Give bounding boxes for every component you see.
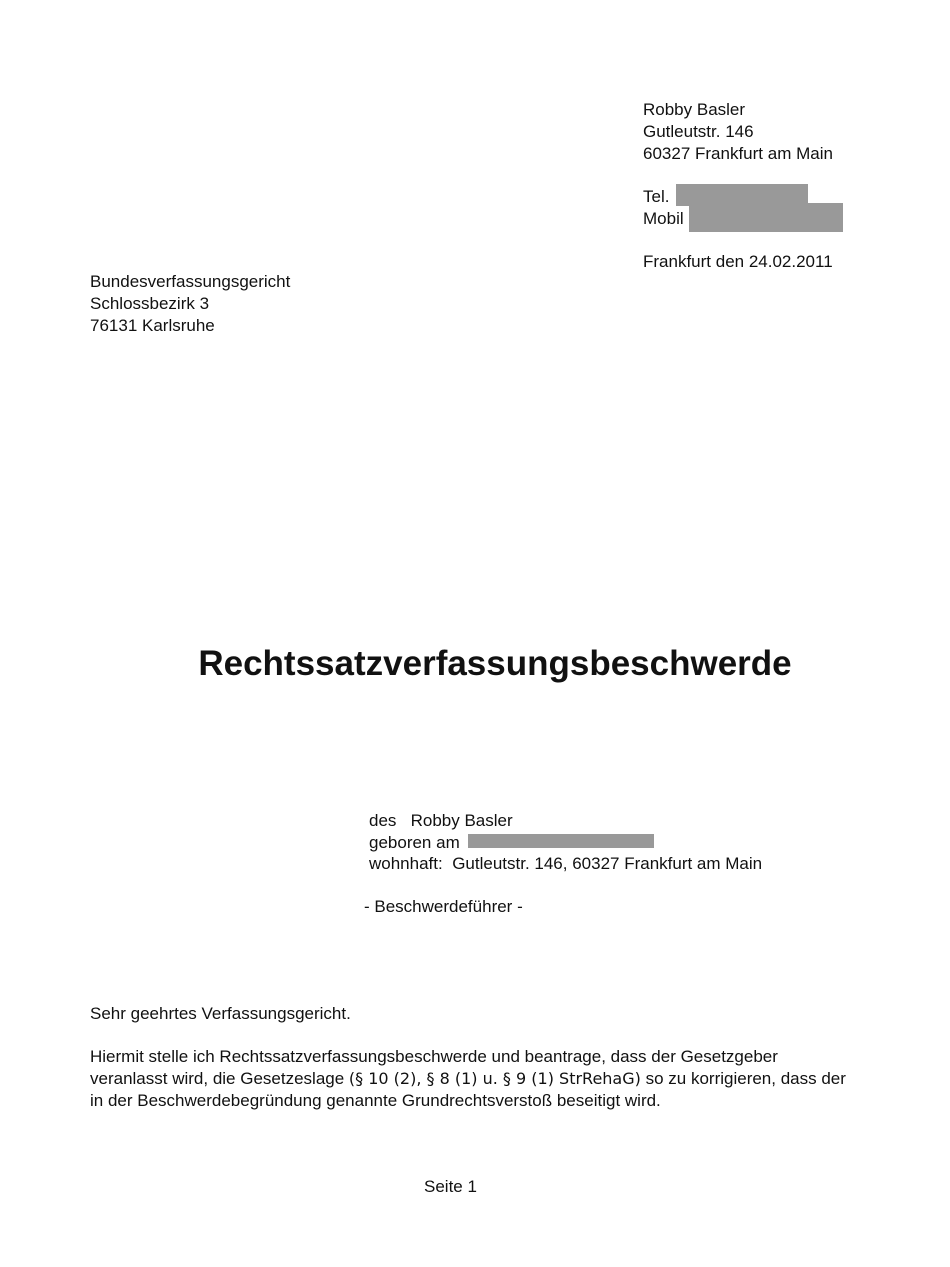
residence-line	[369, 853, 762, 875]
sender-city: 60327 Frankfurt am Main	[643, 144, 833, 163]
law-reference: (§ 10 (2), § 8 (1) u. § 9 (1) StrRehaG)	[348, 1069, 641, 1088]
page-number: Seite 1	[424, 1177, 477, 1196]
body-line-1: Hiermit stelle ich Rechtssatzverfassungsbeschwerde und beantrage, dass der Gesetzgeber	[90, 1047, 778, 1066]
residence-value: Gutleutstr. 146, 60327 Frankfurt am Main	[452, 854, 763, 873]
body-line-2-end: so zu korrigieren, dass der	[640, 1069, 846, 1088]
complainant-name: Robby Basler	[410, 811, 513, 830]
body-line-2	[90, 1068, 910, 1090]
body-paragraph	[90, 1046, 910, 1112]
birth-line	[369, 832, 762, 854]
sender-mobile-line	[643, 208, 843, 230]
sender-name: Robby Basler	[643, 100, 746, 119]
born-label: geboren am	[369, 832, 460, 852]
tel-label: Tel.	[643, 187, 670, 206]
spacer	[643, 230, 843, 251]
sender-date-line: Frankfurt den 24.02.2011	[643, 252, 833, 271]
recipient-street: Schlossbezirk 3	[90, 294, 210, 313]
party-role: - Beschwerdeführer -	[364, 897, 523, 916]
sender-address	[643, 99, 843, 273]
redacted-birthdate-block	[468, 834, 654, 848]
complainant-name-line	[369, 810, 762, 832]
body-line-2-start: veranlasst wird, die Gesetzeslage	[90, 1069, 349, 1088]
redacted-mobile-block	[689, 203, 843, 232]
residence-label: wohnhaft:	[369, 854, 443, 873]
spacer	[643, 165, 843, 186]
body-line-3: in der Beschwerdebegründung genannte Grundrechtsverstoß beseitigt wird.	[90, 1091, 661, 1110]
salutation: Sehr geehrtes Verfassungsgericht.	[90, 1004, 351, 1023]
sender-street: Gutleutstr. 146	[643, 122, 754, 141]
mobile-label: Mobil	[643, 209, 684, 228]
recipient-address	[90, 271, 290, 337]
complainant-block	[369, 810, 762, 875]
recipient-name: Bundesverfassungsgericht	[90, 272, 291, 291]
recipient-city: 76131 Karlsruhe	[90, 316, 215, 335]
des-label: des	[369, 811, 397, 830]
document-title: Rechtssatzverfassungsbeschwerde	[198, 644, 792, 683]
